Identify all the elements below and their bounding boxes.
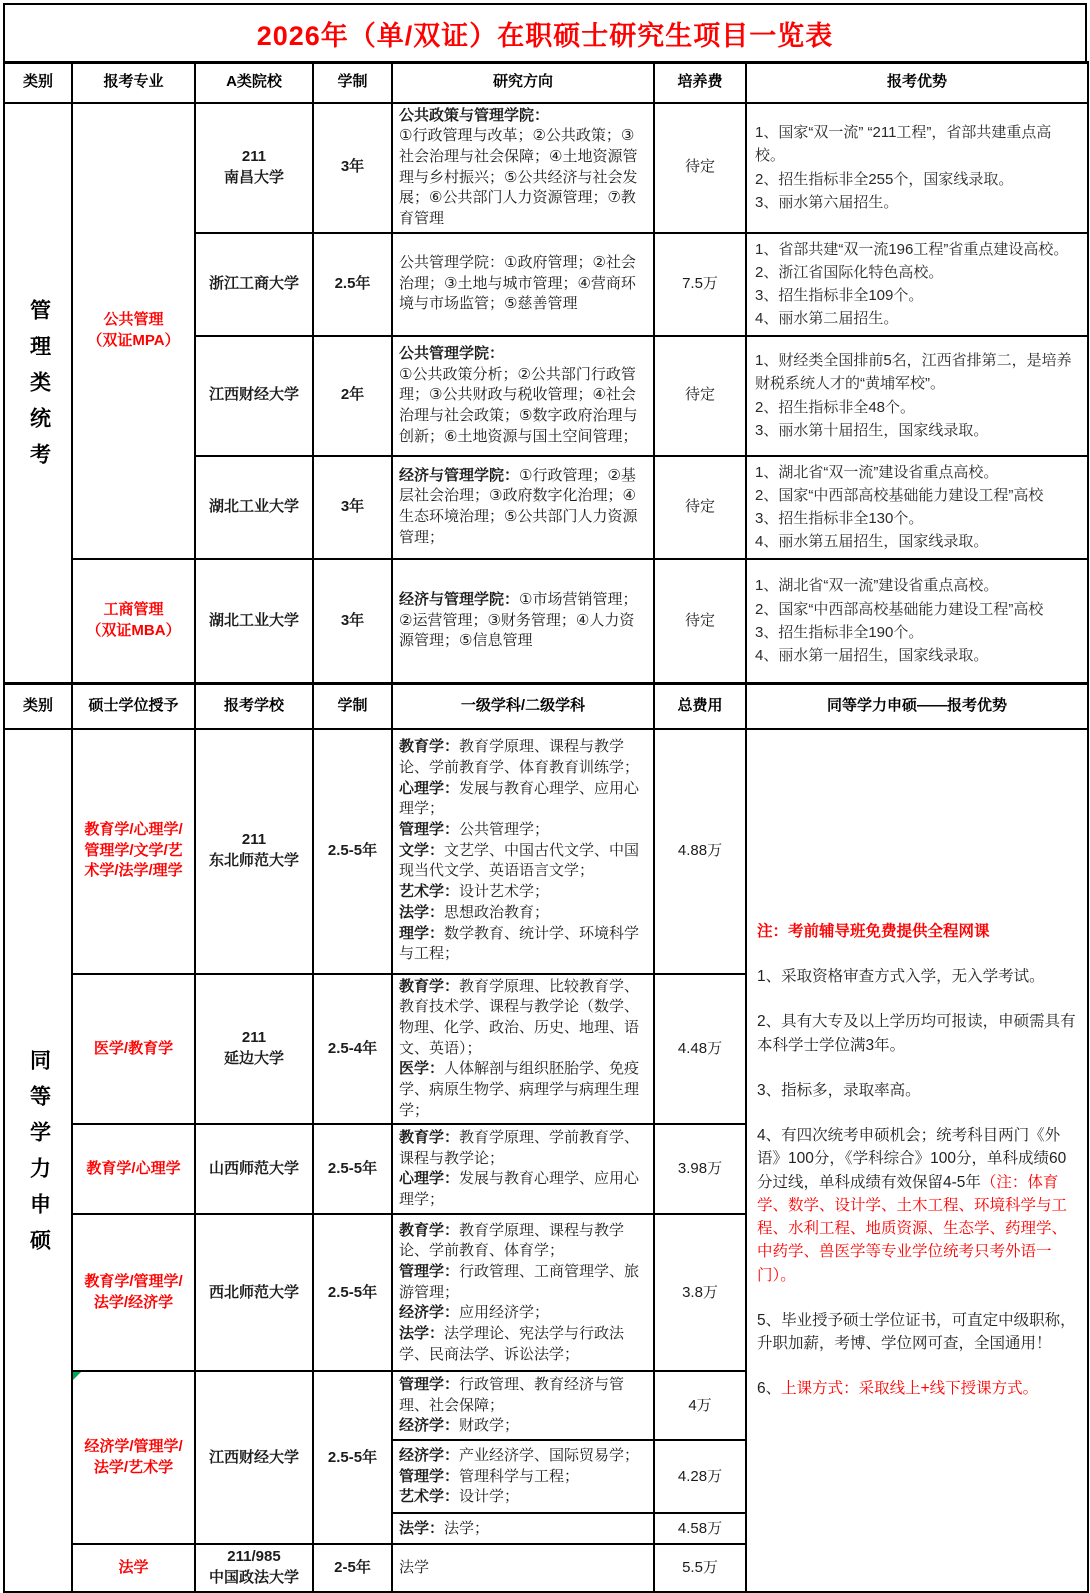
advantages-cell: 1、国家“双一流” “211工程”，省部共建重点高校。 2、招生指标非全255个，国家线录取。 3、丽水第六届招生。 (746, 103, 1088, 233)
school-cell: 山西师范大学 (195, 1124, 313, 1214)
fee-cell: 3.98万 (654, 1124, 746, 1214)
disciplines-cell: 法学 (392, 1544, 654, 1591)
school-cell: 211 东北师范大学 (195, 729, 313, 974)
header-category2: 类别 (4, 684, 72, 729)
category-label-vertical: 管理类统考 (27, 299, 51, 480)
fee-cell: 待定 (654, 103, 746, 233)
header-major: 报考专业 (72, 63, 195, 103)
header-advantages: 报考优势 (746, 63, 1088, 103)
fee-cell: 待定 (654, 456, 746, 559)
header-category: 类别 (4, 63, 72, 103)
school-cell: 湖北工业大学 (195, 559, 313, 684)
term-cell: 2.5-5年 (313, 1214, 392, 1371)
fee-cell: 4.48万 (654, 974, 746, 1125)
advantages-cell: 1、财经类全国排前5名，江西省排第二，是培养财税系统人才的“黄埔军校”。 2、招生指标非全48个。 3、丽水第十届招生，国家线录取。 (746, 336, 1088, 456)
term-cell: 3年 (313, 103, 392, 233)
subject-cell: 教育学/管理学/法学/经济学 (72, 1214, 195, 1371)
term-cell: 2.5年 (313, 233, 392, 336)
term-cell: 2年 (313, 336, 392, 456)
header-term: 学制 (313, 63, 392, 103)
fee-cell: 3.8万 (654, 1214, 746, 1371)
term-cell: 2-5年 (313, 1544, 392, 1591)
school-cell: 江西财经大学 (195, 1371, 313, 1544)
term-cell: 2.5-5年 (313, 1371, 392, 1544)
category-cell-tdxl (4, 729, 72, 1592)
table-row (4, 103, 1088, 233)
section2-header-row (4, 684, 1088, 729)
category-label-vertical: 同等学力申硕 (27, 1048, 51, 1265)
disciplines-cell: 法学：法学； (392, 1513, 654, 1544)
advantages-cell: 1、省部共建“双一流196工程”省重点建设高校。 2、浙江省国际化特色高校。 3、招生指标非全109个。 4、丽水第二届招生。 (746, 233, 1088, 336)
directions-cell: 经济与管理学院：①市场营销管理；②运营管理；③财务管理；④人力资源管理；⑤信息管理 (392, 559, 654, 684)
term-cell: 3年 (313, 456, 392, 559)
school-cell: 湖北工业大学 (195, 456, 313, 559)
fee-cell: 4.58万 (654, 1513, 746, 1544)
major-cell-mpa: 公共管理 （双证MPA） (72, 103, 195, 559)
directions-cell: 公共管理学院：①政府管理；②社会治理；③土地与城市管理；④营商环境与市场监管；⑤慈善管理 (392, 233, 654, 336)
subject-cell: 医学/教育学 (72, 974, 195, 1125)
spreadsheet (3, 3, 1087, 1593)
directions-cell: 经济与管理学院：①行政管理；②基层社会治理；③政府数字化治理；④生态环境治理；⑤公共部门人力资源管理； (392, 456, 654, 559)
header-total-fee: 总费用 (654, 684, 746, 729)
fee-cell: 4.28万 (654, 1440, 746, 1513)
cell-comment-marker (73, 1372, 81, 1380)
advantages-cell: 1、湖北省“双一流”建设省重点高校。 2、国家“中西部高校基础能力建设工程”高校 3、招生指标非全190个。 4、丽水第一届招生，国家线录取。 (746, 559, 1088, 684)
term-cell: 2.5-5年 (313, 729, 392, 974)
subject-cell (72, 1371, 195, 1544)
fee-cell: 7.5万 (654, 233, 746, 336)
disciplines-cell: 教育学：教育学原理、比较教育学、教育技术学、课程与教学论（数学、物理、化学、政治、历史、地理、语文、英语）； 医学：人体解剖与组织胚胎学、免疫学、病原生物学、病理学与病理生理学； (392, 974, 654, 1125)
header-directions: 研究方向 (392, 63, 654, 103)
header-disciplines: 一级学科/二级学科 (392, 684, 654, 729)
header-school2: 报考学校 (195, 684, 313, 729)
fee-cell: 4.88万 (654, 729, 746, 974)
disciplines-cell: 教育学：教育学原理、课程与教学论、学前教育学、体育教育训练学； 心理学：发展与教育心理学、应用心理学； 管理学：公共管理学； 文学：文艺学、中国古代文学、中国现当代文学、英语语言文学； 艺术学：设计艺术学； 法学：思想政治教育； 理学：数学教育、统计学、环境科学与工程； (392, 729, 654, 974)
fee-cell: 待定 (654, 336, 746, 456)
subject-cell: 教育学/心理学 (72, 1124, 195, 1214)
header-tdxl-advantages: 同等学力申硕——报考优势 (746, 684, 1088, 729)
header-term2: 学制 (313, 684, 392, 729)
term-cell: 3年 (313, 559, 392, 684)
school-cell: 西北师范大学 (195, 1214, 313, 1371)
section1-header-row (4, 63, 1088, 103)
school-cell: 江西财经大学 (195, 336, 313, 456)
term-cell: 2.5-5年 (313, 1124, 392, 1214)
school-cell: 211/985 中国政法大学 (195, 1544, 313, 1591)
page-title: 2026年（单/双证）在职硕士研究生项目一览表 (256, 20, 834, 51)
category-cell-management (4, 103, 72, 684)
program-table (3, 61, 1088, 1593)
directions-cell: 公共政策与管理学院： ①行政管理与改革；②公共政策；③社会治理与社会保障；④土地资源管理与乡村振兴；⑤公共经济与社会发展；⑥公共部门人力资源管理；⑦教育管理 (392, 103, 654, 233)
disciplines-cell: 经济学：产业经济学、国际贸易学； 管理学：管理科学与工程； 艺术学：设计学； (392, 1440, 654, 1513)
header-degree: 硕士学位授予 (72, 684, 195, 729)
tdxl-notes-cell: 注：考前辅导班免费提供全程网课 1、采取资格审查方式入学，无入学考试。 2、具有大专及以上学历均可报读，申硕需具有本科学士学位满3年。 3、指标多，录取率高。 4、有四次统考申硕机会；统考科目两门《外语》100分，《学科综合》100分，单科成绩60分过线，单科成绩有效保留4-5年（注：体育学、数学、设计学、土木工程、环境科学与工程、水利工程、地质资源、生态学、药理学、中药学、兽医学等专业学位统考只考外语一门）。 5、毕业授予硕士学位证书，可直定中级职称，升职加薪，考博、学位网可查，全国通用！ 6、上课方式：采取线上+线下授课方式。 (746, 729, 1088, 1592)
advantages-cell: 1、湖北省“双一流”建设省重点高校。 2、国家“中西部高校基础能力建设工程”高校 3、招生指标非全130个。 4、丽水第五届招生，国家线录取。 (746, 456, 1088, 559)
fee-cell: 待定 (654, 559, 746, 684)
header-school: A类院校 (195, 63, 313, 103)
disciplines-cell: 管理学：行政管理、教育经济与管理、社会保障； 经济学：财政学； (392, 1371, 654, 1440)
title-box (3, 3, 1087, 61)
school-cell: 浙江工商大学 (195, 233, 313, 336)
subject-label: 经济学/管理学/法学/艺术学 (84, 1438, 183, 1476)
subject-cell: 教育学/心理学/管理学/文学/艺术学/法学/理学 (72, 729, 195, 974)
subject-cell: 法学 (72, 1544, 195, 1591)
term-cell: 2.5-4年 (313, 974, 392, 1125)
school-cell: 211 延边大学 (195, 974, 313, 1125)
directions-cell: 公共管理学院： ①公共政策分析；②公共部门行政管理；③公共财政与税收管理；④社会治理与社会政策；⑤数字政府治理与创新；⑥土地资源与国土空间管理； (392, 336, 654, 456)
table-row (4, 559, 1088, 684)
fee-cell: 5.5万 (654, 1544, 746, 1591)
fee-cell: 4万 (654, 1371, 746, 1440)
major-cell-mba: 工商管理 （双证MBA） (72, 559, 195, 684)
disciplines-cell: 教育学：教育学原理、学前教育学、课程与教学论； 心理学：发展与教育心理学、应用心理学； (392, 1124, 654, 1214)
table-row (4, 729, 1088, 974)
disciplines-cell: 教育学：教育学原理、课程与教学论、学前教育、体育学； 管理学：行政管理、工商管理学、旅游管理； 经济学：应用经济学； 法学：法学理论、宪法学与行政法学、民商法学、诉讼法学； (392, 1214, 654, 1371)
school-cell: 211 南昌大学 (195, 103, 313, 233)
header-fee: 培养费 (654, 63, 746, 103)
